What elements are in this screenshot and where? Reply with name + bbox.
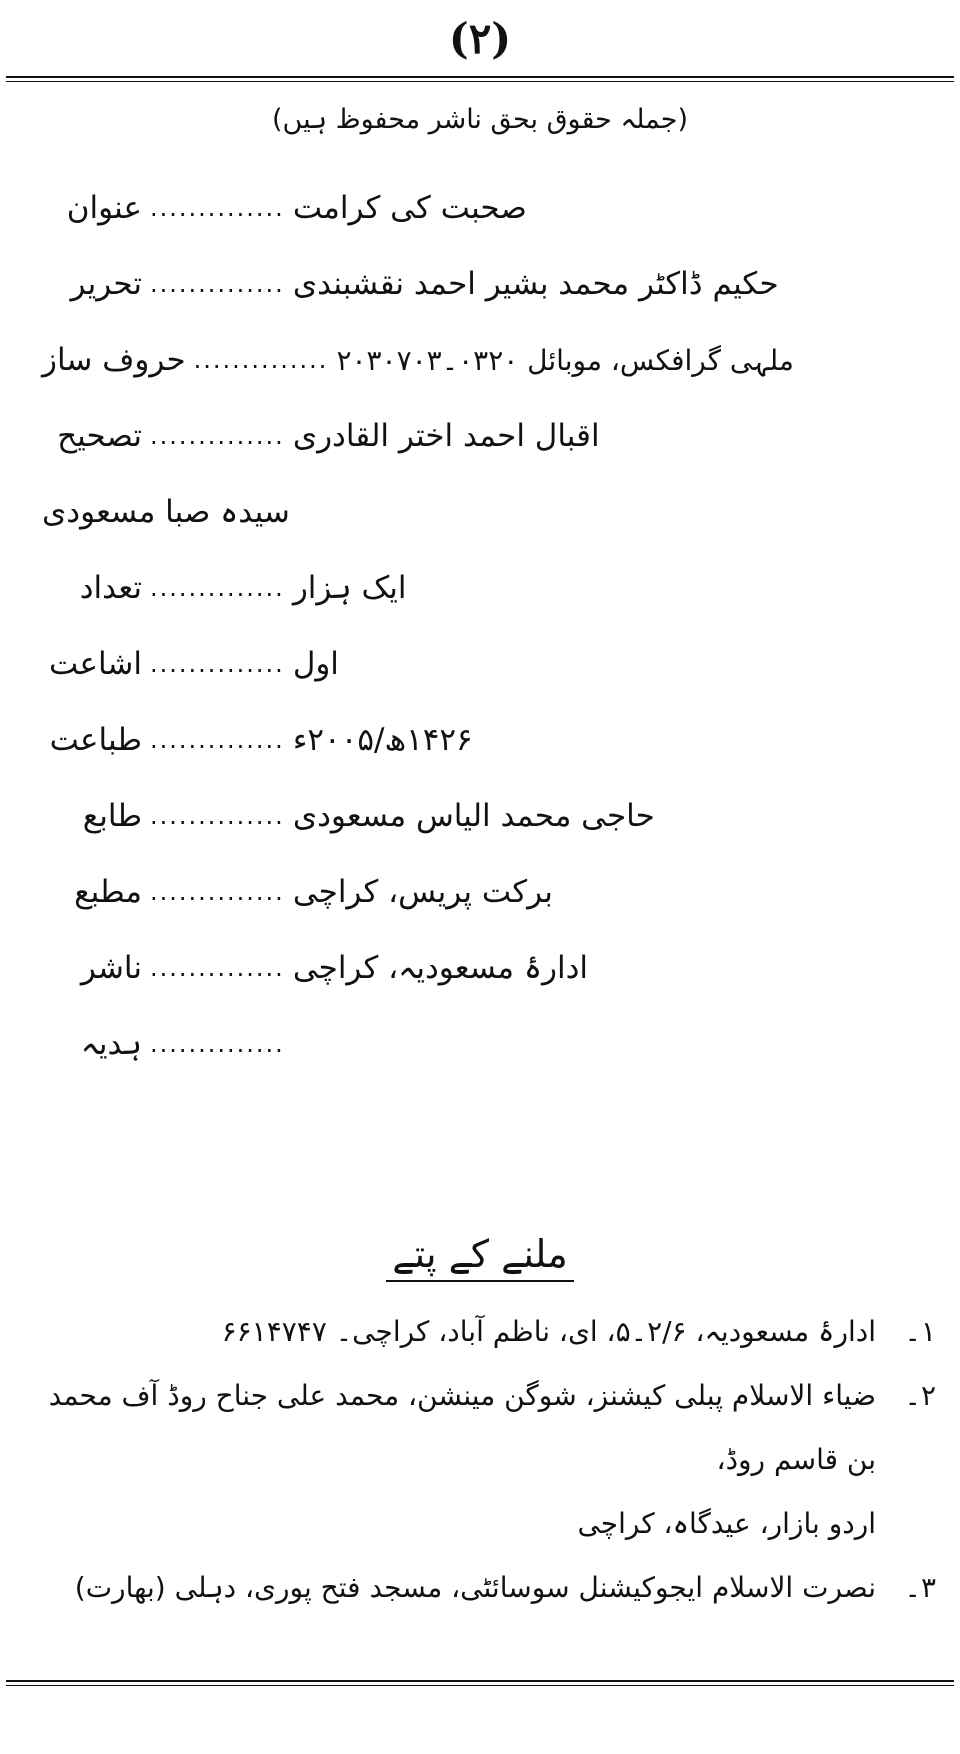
credit-value: اقبال احمد اختر القادری xyxy=(292,418,600,454)
bottom-rule xyxy=(6,1680,954,1686)
credit-label: طباعت xyxy=(49,722,142,758)
credit-value: ملہی گرافکس، موبائل ۰۳۲۰۔۲۰۳۰۷۰۳ xyxy=(336,343,794,377)
address-item xyxy=(20,1556,936,1620)
credit-label: عنوان xyxy=(66,190,142,226)
address-number: ۲۔ xyxy=(904,1379,936,1412)
credit-label: مطبع xyxy=(74,874,142,910)
addresses-list xyxy=(20,1300,936,1620)
credit-row-press xyxy=(42,854,902,930)
credit-dots: .............. xyxy=(150,194,285,222)
credit-dots: .............. xyxy=(150,422,285,450)
credit-row-printer xyxy=(42,778,902,854)
addresses-heading xyxy=(0,1232,960,1276)
address-text: ادارۂ مسعودیہ، ۲/۶۔۵، ای، ناظم آباد، کراچی۔ ۶۶۱۴۷۴۷ xyxy=(221,1315,876,1348)
credit-dots: .............. xyxy=(150,726,285,754)
rights-notice: (جملہ حقوق بحق ناشر محفوظ ہیں) xyxy=(271,104,689,135)
page-number: (۲) xyxy=(448,14,512,63)
credit-label: تعداد xyxy=(79,570,142,606)
credit-row-proofreading-2 xyxy=(42,474,902,550)
address-item xyxy=(20,1364,936,1492)
credit-label: تصحیح xyxy=(57,418,142,454)
address-text: اردو بازار، عیدگاہ، کراچی xyxy=(577,1507,876,1540)
credit-label: ناشر xyxy=(80,950,142,986)
address-text: ضیاء الاسلام پبلی کیشنز، شوگن مینشن، محمد علی جناح روڈ آف محمد بن قاسم روڈ، xyxy=(48,1379,876,1476)
credit-value: ایک ہزار xyxy=(292,570,407,606)
top-rule xyxy=(6,76,954,82)
credit-value: صحبت کی کرامت xyxy=(292,190,527,226)
credit-row-edition xyxy=(42,626,902,702)
credit-label: طابع xyxy=(82,798,142,834)
address-number: ۱۔ xyxy=(904,1315,936,1348)
address-text: نصرت الاسلام ایجوکیشنل سوسائٹی، مسجد فتح پوری، دہلی (بھارت) xyxy=(74,1571,876,1604)
credit-row-price xyxy=(42,1006,902,1082)
credit-value: حاجی محمد الیاس مسعودی xyxy=(292,798,655,834)
credit-label: ہدیہ xyxy=(80,1026,142,1062)
credit-label: تحریر xyxy=(70,266,142,302)
credit-value: برکت پریس، کراچی xyxy=(292,874,553,910)
credit-dots: .............. xyxy=(193,346,329,374)
credit-row-proofreading xyxy=(42,398,902,474)
credit-value: اول xyxy=(292,646,339,682)
address-item xyxy=(20,1300,936,1364)
credit-dots: .............. xyxy=(150,1030,285,1058)
addresses-heading-text: ملنے کے پتے xyxy=(386,1232,574,1282)
credit-value: حکیم ڈاکٹر محمد بشیر احمد نقشبندی xyxy=(292,266,779,302)
credit-dots: .............. xyxy=(150,802,285,830)
credits-list xyxy=(42,170,902,1082)
credit-row-typesetting xyxy=(42,322,902,398)
credit-dots: .............. xyxy=(150,650,285,678)
credit-dots: .............. xyxy=(150,574,285,602)
credit-dots: .............. xyxy=(150,954,285,982)
credit-value: سیدہ صبا مسعودی xyxy=(42,494,290,530)
credit-row-printing-date xyxy=(42,702,902,778)
credit-label: حروف ساز xyxy=(42,342,186,378)
credit-dots: .............. xyxy=(150,878,285,906)
credit-value: ۱۴۲۶ھ/۲۰۰۵ء xyxy=(292,722,473,758)
credit-dots: .............. xyxy=(150,270,285,298)
credit-row-quantity xyxy=(42,550,902,626)
credit-value: ادارۂ مسعودیہ، کراچی xyxy=(292,950,588,986)
credit-row-title xyxy=(42,170,902,246)
credit-row-author xyxy=(42,246,902,322)
address-number: ۳۔ xyxy=(904,1571,936,1604)
credit-row-publisher xyxy=(42,930,902,1006)
address-item-continued xyxy=(20,1492,936,1556)
credit-label: اشاعت xyxy=(49,646,142,682)
